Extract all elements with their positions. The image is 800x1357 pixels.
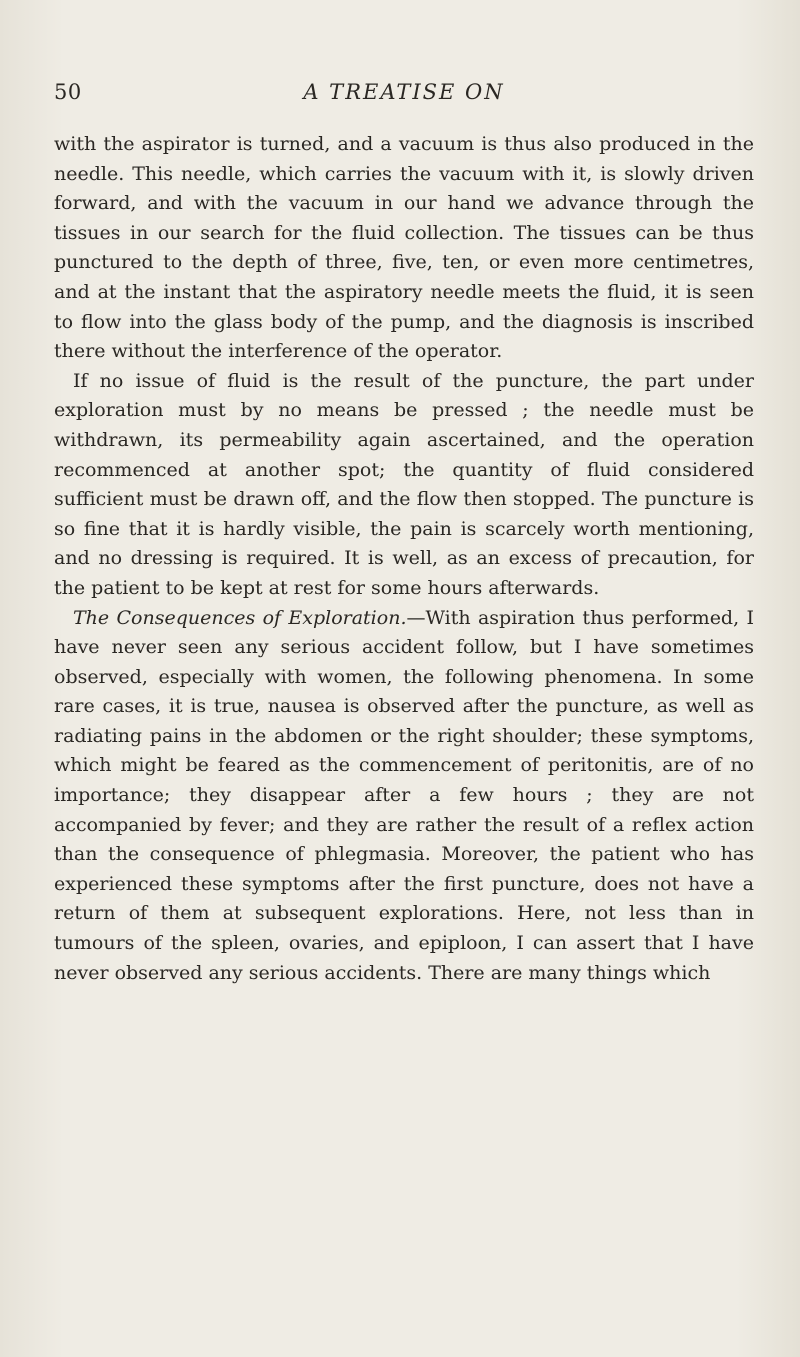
section-caption: The Consequences of Exploration. — [73, 606, 407, 629]
paragraph-2: If no issue of fluid is the result of the puncture, the part under exploration must by no means be pressed ; the needle must be withdrawn, its permeability again ascertained, and the operation recommenced at another spot; the quantity of fluid considered sufficient must be drawn off, and the flow then stopped. The puncture is so fine that it is hardly visible, the pain is scarcely worth mentioning, and no dressing is required. It is well, as an excess of precaution, for the patient to be kept at rest for some hours afterwards. — [54, 369, 754, 599]
page-number: 50 — [54, 80, 82, 104]
running-title: A TREATISE ON — [303, 80, 505, 104]
paragraph-3 — [54, 604, 754, 989]
page-header — [54, 80, 754, 110]
paragraph-1: with the aspirator is turned, and a vacuum is thus also produced in the needle. This needle, which carries the vacuum with it, is slowly driven forward, and with the vacuum in our hand we advance through the tissues in our search for the fluid collection. The tissues can be thus punctured to the depth of three, five, ten, or even more centimetres, and at the instant that the aspiratory needle meets the fluid, it is seen to flow into the glass body of the pump, and the diagnosis is inscribed there without the interference of the operator. — [54, 133, 754, 363]
paragraph-3-text: —With aspiration thus performed, I have never seen any serious accident follow, but I have sometimes observed, especially with women, the following phenomena. In some rare cases, it is true, nausea is observed after the puncture, as well as radiating pains in the abdomen or the right shoulder; these symptoms, which might be feared as the commencement of peritonitis, are of no importance; they disappear after a few hours ; they are not accompanied by fever; and they are rather the result of a reflex action than the consequence of phlegmasia. Moreover, the patient who has experienced these symptoms after the first puncture, does not have a return of them at subsequent explorations. Here, not less than in tumours of the spleen, ovaries, and epiploon, I can assert that I have never observed any serious accidents. There are many things which — [54, 606, 754, 984]
body-text — [54, 130, 754, 988]
